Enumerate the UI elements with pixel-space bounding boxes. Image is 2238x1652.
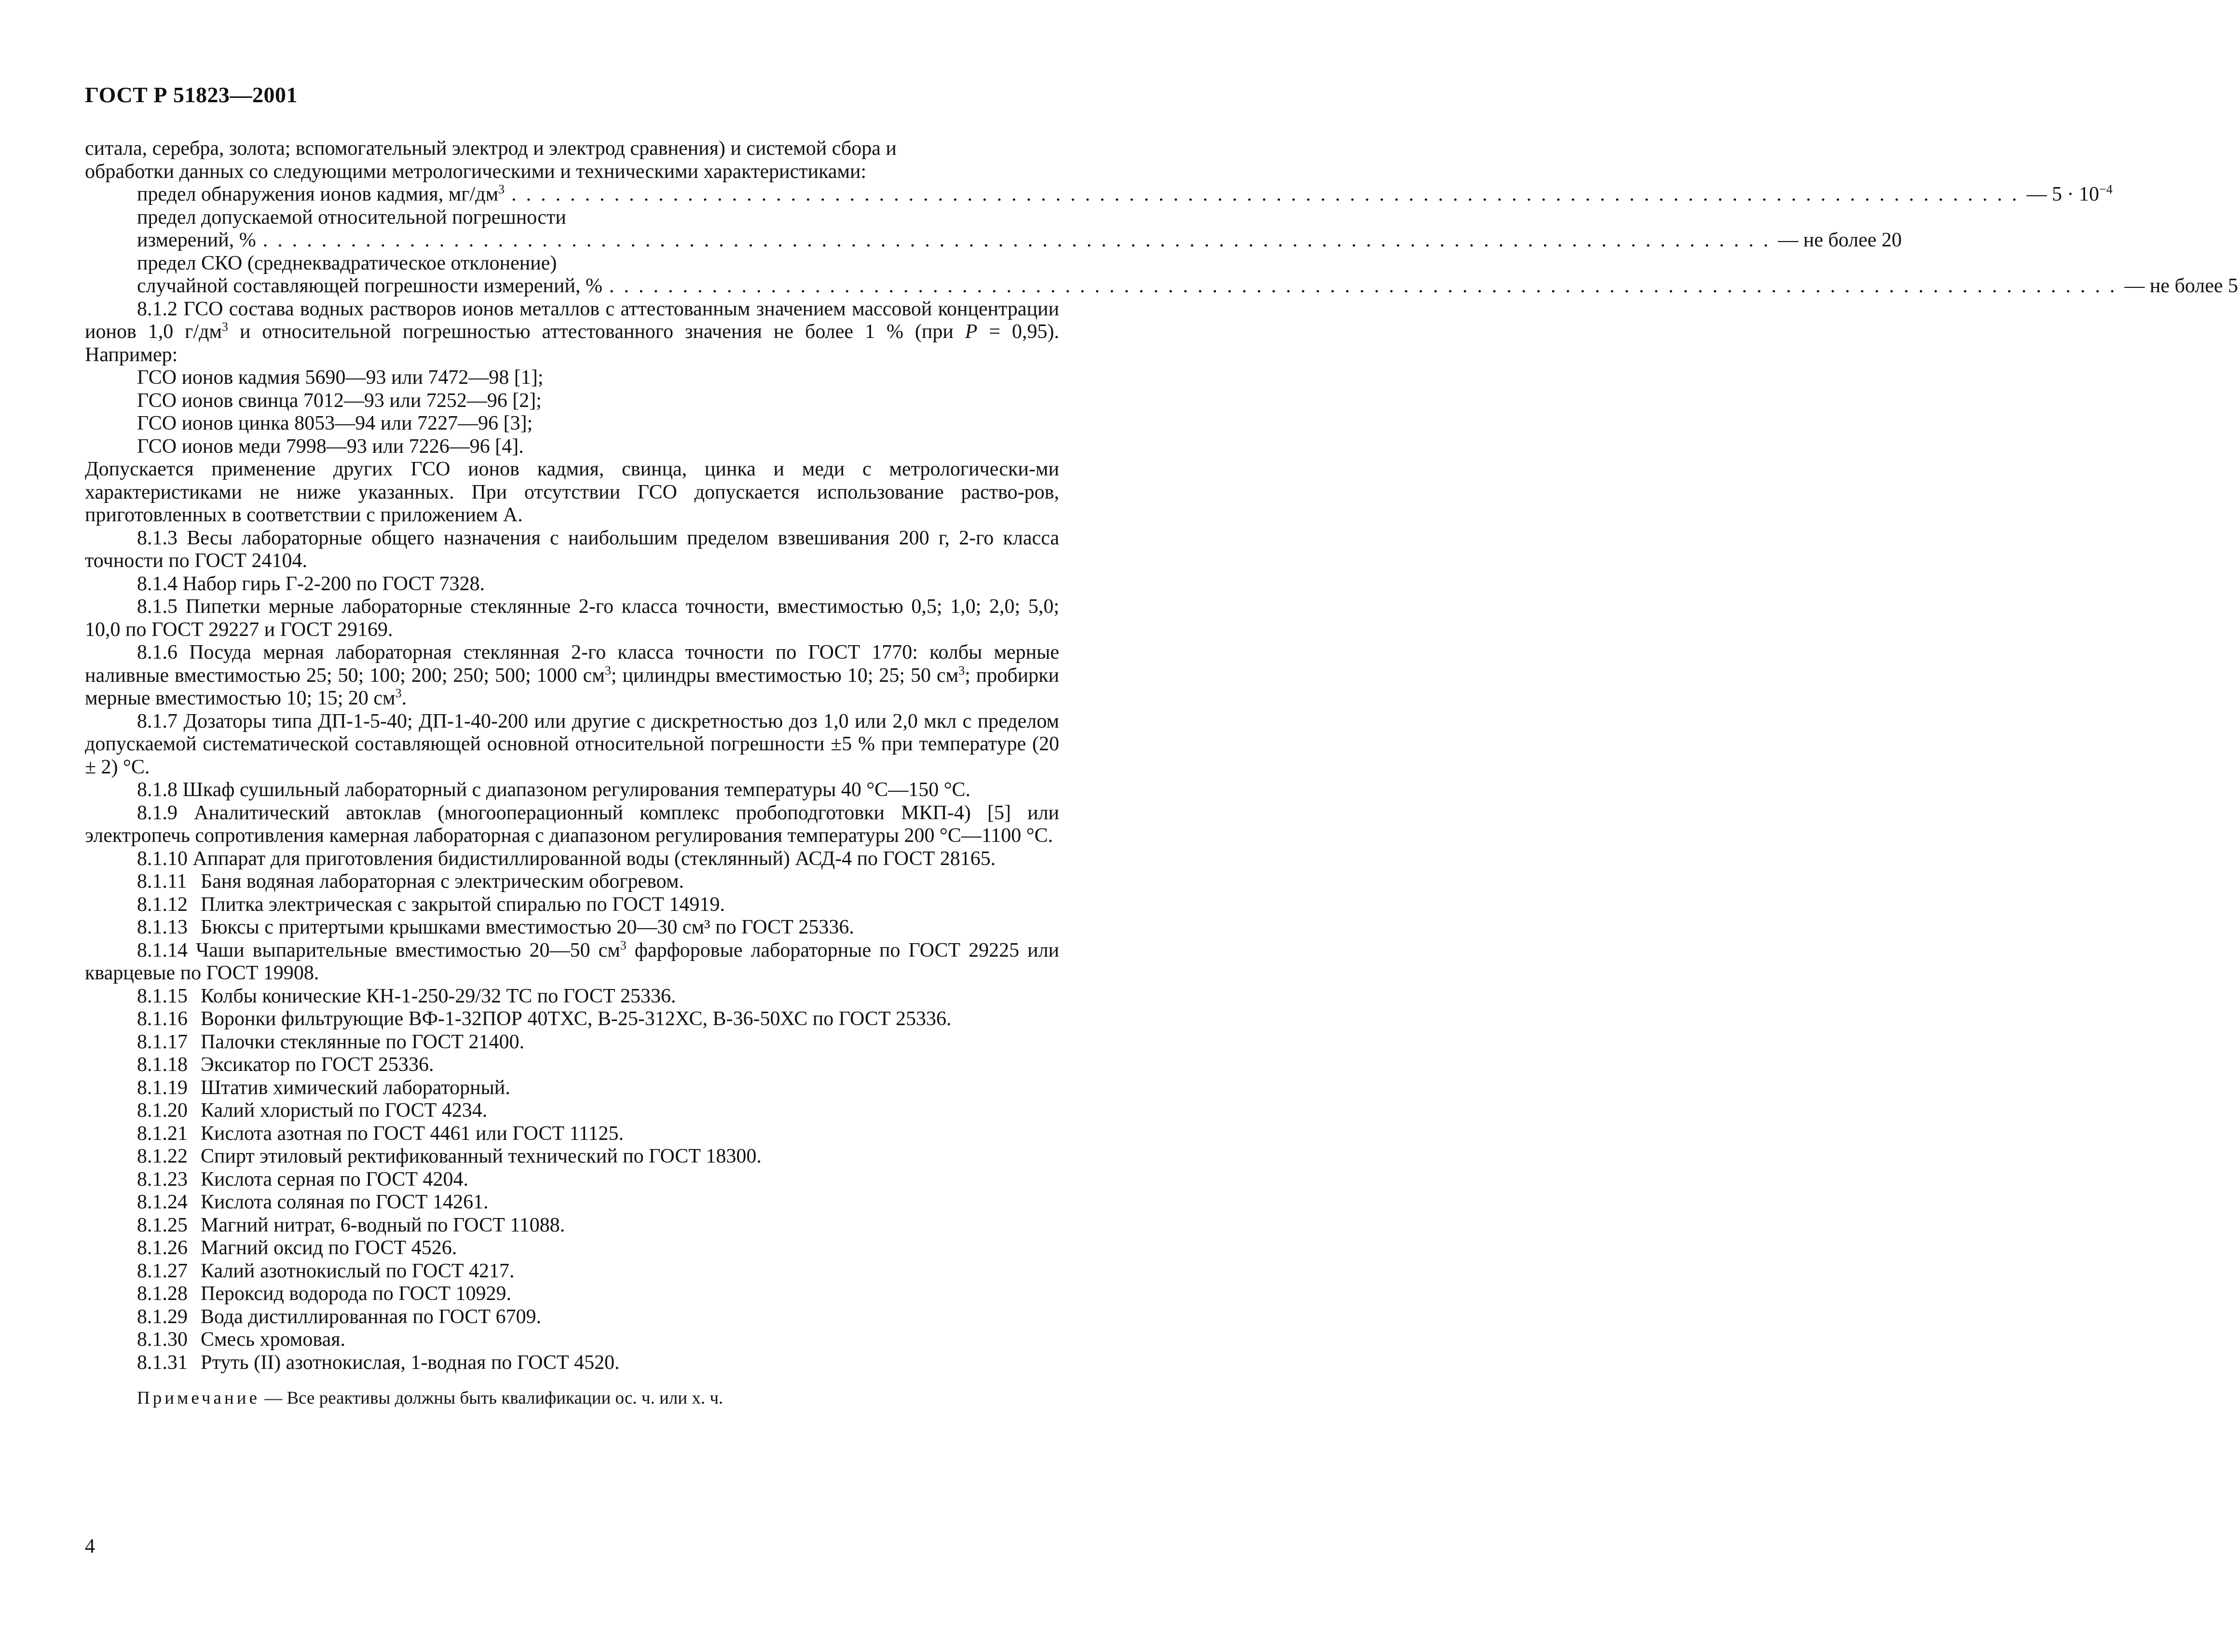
clause-number: 8.1.26 <box>137 1237 188 1259</box>
clause-number: 8.1.7 <box>137 710 177 732</box>
clause-number: 8.1.29 <box>137 1305 188 1328</box>
list-item: 8.1.25 Магний нитрат, 6-водный по ГОСТ 11088. <box>137 1214 565 1236</box>
clause-number: 8.1.23 <box>137 1168 188 1191</box>
clause-number: 8.1.9 <box>137 801 177 824</box>
paragraph-8-1-8: 8.1.8 Шкаф сушильный лабораторный с диапазоном регулирования температуры 40 °С—150 °С. <box>137 779 971 801</box>
clause-number: 8.1.3 <box>137 527 177 549</box>
list-item: 8.1.17 Палочки стеклянные по ГОСТ 21400. <box>137 1030 525 1053</box>
spec-sko-label: случайной составляющей погрешности измерений, % <box>137 275 602 297</box>
list-item: 8.1.16 Воронки фильтрующие ВФ-1-32ПОР 40ТХС, В-25-312ХС, В-36-50ХС по ГОСТ 25336. <box>137 1008 952 1030</box>
clause-number: 8.1.8 <box>137 779 177 801</box>
document-header: ГОСТ Р 51823—2001 <box>85 82 298 107</box>
list-item: 8.1.18 Эксикатор по ГОСТ 25336. <box>137 1054 434 1076</box>
intro-line-1: ситала, серебра, золота; вспомогательный электрод и электрод сравнения) и системой сбора и <box>85 137 897 160</box>
clause-number: 8.1.27 <box>137 1259 188 1282</box>
clause-number: 8.1.10 <box>137 847 188 870</box>
intro-line-2: обработки данных со следующими метрологическими и техническими характеристиками: <box>85 160 867 183</box>
list-item: 8.1.28 Пероксид водорода по ГОСТ 10929. <box>137 1283 512 1305</box>
spec-rel-error-line1: предел допускаемой относительной погрешности <box>137 206 566 229</box>
spec-detection-label: предел обнаружения ионов кадмия, мг/дм <box>137 183 499 205</box>
gso-item: ГСО ионов цинка 8053—94 или 7227—96 [3]; <box>137 412 533 434</box>
spec-rel-error <box>85 229 1902 252</box>
clause-number: 8.1.12 <box>137 893 188 916</box>
clause-number: 8.1.14 <box>137 939 188 961</box>
clause-number: 8.1.28 <box>137 1283 188 1305</box>
clause-number: 8.1.11 <box>137 870 187 893</box>
leader-dots: ....................................................................................................... <box>609 275 2125 297</box>
note-text: — Все реактивы должны быть квалификации ос. ч. или х. ч. <box>260 1388 723 1408</box>
list-item: 8.1.23 Кислота серная по ГОСТ 4204. <box>137 1168 469 1191</box>
clause-number: 8.1.24 <box>137 1191 188 1213</box>
clause-number: 8.1.25 <box>137 1214 188 1236</box>
clause-number: 8.1.18 <box>137 1054 188 1076</box>
leader-dots: ....................................................................................................... <box>262 229 1778 251</box>
paragraph-8-1-2: 8.1.2 ГСО состава водных растворов ионов металлов с аттестованным значением массовой концентрации ионов 1,0 $г/дм^3$ и относительной погрешностью аттестованного значения не более 1 % (при P = 0,95). Например: <box>85 298 1059 366</box>
spec-sko-value: — не более 5 <box>2124 275 2238 297</box>
clause-number: 8.1.30 <box>137 1328 188 1351</box>
list-item: 8.1.12 Плитка электрическая с закрытой спиралью по ГОСТ 14919. <box>137 893 725 916</box>
clause-number: 8.1.21 <box>137 1122 188 1145</box>
list-item: 8.1.24 Кислота соляная по ГОСТ 14261. <box>137 1191 489 1213</box>
list-item: 8.1.19 Штатив химический лабораторный. <box>137 1076 510 1099</box>
page-content <box>85 137 2238 1410</box>
spec-detection-value: — 5 · 10 <box>2026 183 2100 205</box>
paragraph-8-1-7: 8.1.7 Дозаторы типа ДП-1-5-40; ДП-1-40-200 или другие с дискретностью доз 1,0 или 2,0 мкл с пределом допускаемой систематической составляющей основной относительной погрешности ±5 % при температуре (20 ± 2) °С. <box>85 710 1060 778</box>
clause-number: 8.1.20 <box>137 1099 188 1122</box>
clause-number: 8.1.31 <box>137 1351 188 1374</box>
superscript-minus4: −4 <box>2099 182 2113 196</box>
list-item: 8.1.29 Вода дистиллированная по ГОСТ 6709. <box>137 1305 542 1328</box>
paragraph-8-1-9: 8.1.9 Аналитический автоклав (многооперационный комплекс пробоподготовки МКП-4) [5] или электропечь сопротивления камерная лабораторная с диапазоном регулирования температуры 200 °С—1100 °С. <box>85 801 1060 847</box>
leader-dots: ....................................................................................................... <box>511 183 2027 205</box>
clause-number: 8.1.17 <box>137 1030 188 1053</box>
list-item: 8.1.21 Кислота азотная по ГОСТ 4461 или ГОСТ 11125. <box>137 1122 624 1145</box>
note-label: Примечание <box>137 1388 260 1408</box>
list-item: 8.1.31 Ртуть (II) азотнокислая, 1-водная по ГОСТ 4520. <box>137 1351 620 1374</box>
gso-item: ГСО ионов кадмия 5690—93 или 7472—98 [1]; <box>137 366 544 389</box>
list-item: 8.1.11 Баня водяная лабораторная с электрическим обогревом. <box>137 870 684 893</box>
page-number: 4 <box>85 1535 95 1557</box>
allowed-paragraph: Допускается применение других ГСО ионов кадмия, свинца, цинка и меди с метрологически-ми характеристиками не ниже указанных. При отсутствии ГСО допускается использование раство-ров, приготовленных в соответствии с приложением А. <box>85 458 1059 526</box>
list-item: 8.1.30 Смесь хромовая. <box>137 1328 346 1351</box>
spec-rel-error-value: — не более 20 <box>1778 229 1902 251</box>
paragraph-8-1-10: 8.1.10 Аппарат для приготовления бидистиллированной воды (стеклянный) АСД-4 по ГОСТ 28165. <box>137 847 996 870</box>
list-item: 8.1.20 Калий хлористый по ГОСТ 4234. <box>137 1099 488 1122</box>
list-item: 8.1.22 Спирт этиловый ректификованный технический по ГОСТ 18300. <box>137 1145 762 1167</box>
paragraph-8-1-4: 8.1.4 Набор гирь Г-2-200 по ГОСТ 7328. <box>137 572 485 595</box>
paragraph-8-1-14: 8.1.14 Чаши выпарительные вместимостью 20—50 $см^3$ фарфоровые лабораторные по ГОСТ 29225 или кварцевые по ГОСТ 19908. <box>85 938 1060 984</box>
clause-number: 8.1.6 <box>137 641 177 664</box>
clause-number: 8.1.19 <box>137 1076 188 1099</box>
superscript-3: 3 <box>498 182 505 196</box>
list-item: 8.1.27 Калий азотнокислый по ГОСТ 4217. <box>137 1259 515 1282</box>
clause-number: 8.1.13 <box>137 916 188 938</box>
paragraph-8-1-3: 8.1.3 Весы лабораторные общего назначения с наибольшим пределом взвешивания 200 г, 2-го класса точности по ГОСТ 24104. <box>85 527 1059 572</box>
gso-item: ГСО ионов свинца 7012—93 или 7252—96 [2]; <box>137 389 542 412</box>
clause-number: 8.1.16 <box>137 1008 188 1030</box>
list-item: 8.1.15 Колбы конические КН-1-250-29/32 ТС по ГОСТ 25336. <box>137 985 676 1007</box>
paragraph-8-1-5: 8.1.5 Пипетки мерные лабораторные стеклянные 2-го класса точности, вместимостью 0,5; 1,0; 2,0; 5,0; 10,0 по ГОСТ 29227 и ГОСТ 29169. <box>85 596 1059 641</box>
spec-rel-error-label: измерений, % <box>137 229 256 251</box>
clause-number: 8.1.2 <box>137 298 177 320</box>
spec-sko <box>85 275 2238 298</box>
clause-number: 8.1.22 <box>137 1145 188 1167</box>
clause-number: 8.1.15 <box>137 985 188 1007</box>
clause-number: 8.1.5 <box>137 596 177 618</box>
list-item: 8.1.13 Бюксы с притертыми крышками вместимостью 20—30 см³ по ГОСТ 25336. <box>137 916 854 938</box>
paragraph-8-1-6: 8.1.6 Посуда мерная лабораторная стеклянная 2-го класса точности по ГОСТ 1770: колбы мерные наливные вместимостью 25; 50; 100; 200; 250; 500; 1000 $см^3$; цилиндры вместимостью 10; 25; 50 $см^3$; пробирки мерные вместимостью 10; 15; 20 $см^3$. <box>85 641 1060 709</box>
clause-number: 8.1.4 <box>137 572 177 595</box>
note <box>85 1387 1059 1410</box>
gso-item: ГСО ионов меди 7998—93 или 7226—96 [4]. <box>137 435 524 458</box>
spec-sko-line1: предел СКО (среднеквадратическое отклонение) <box>137 252 557 274</box>
list-item: 8.1.26 Магний оксид по ГОСТ 4526. <box>137 1237 457 1259</box>
